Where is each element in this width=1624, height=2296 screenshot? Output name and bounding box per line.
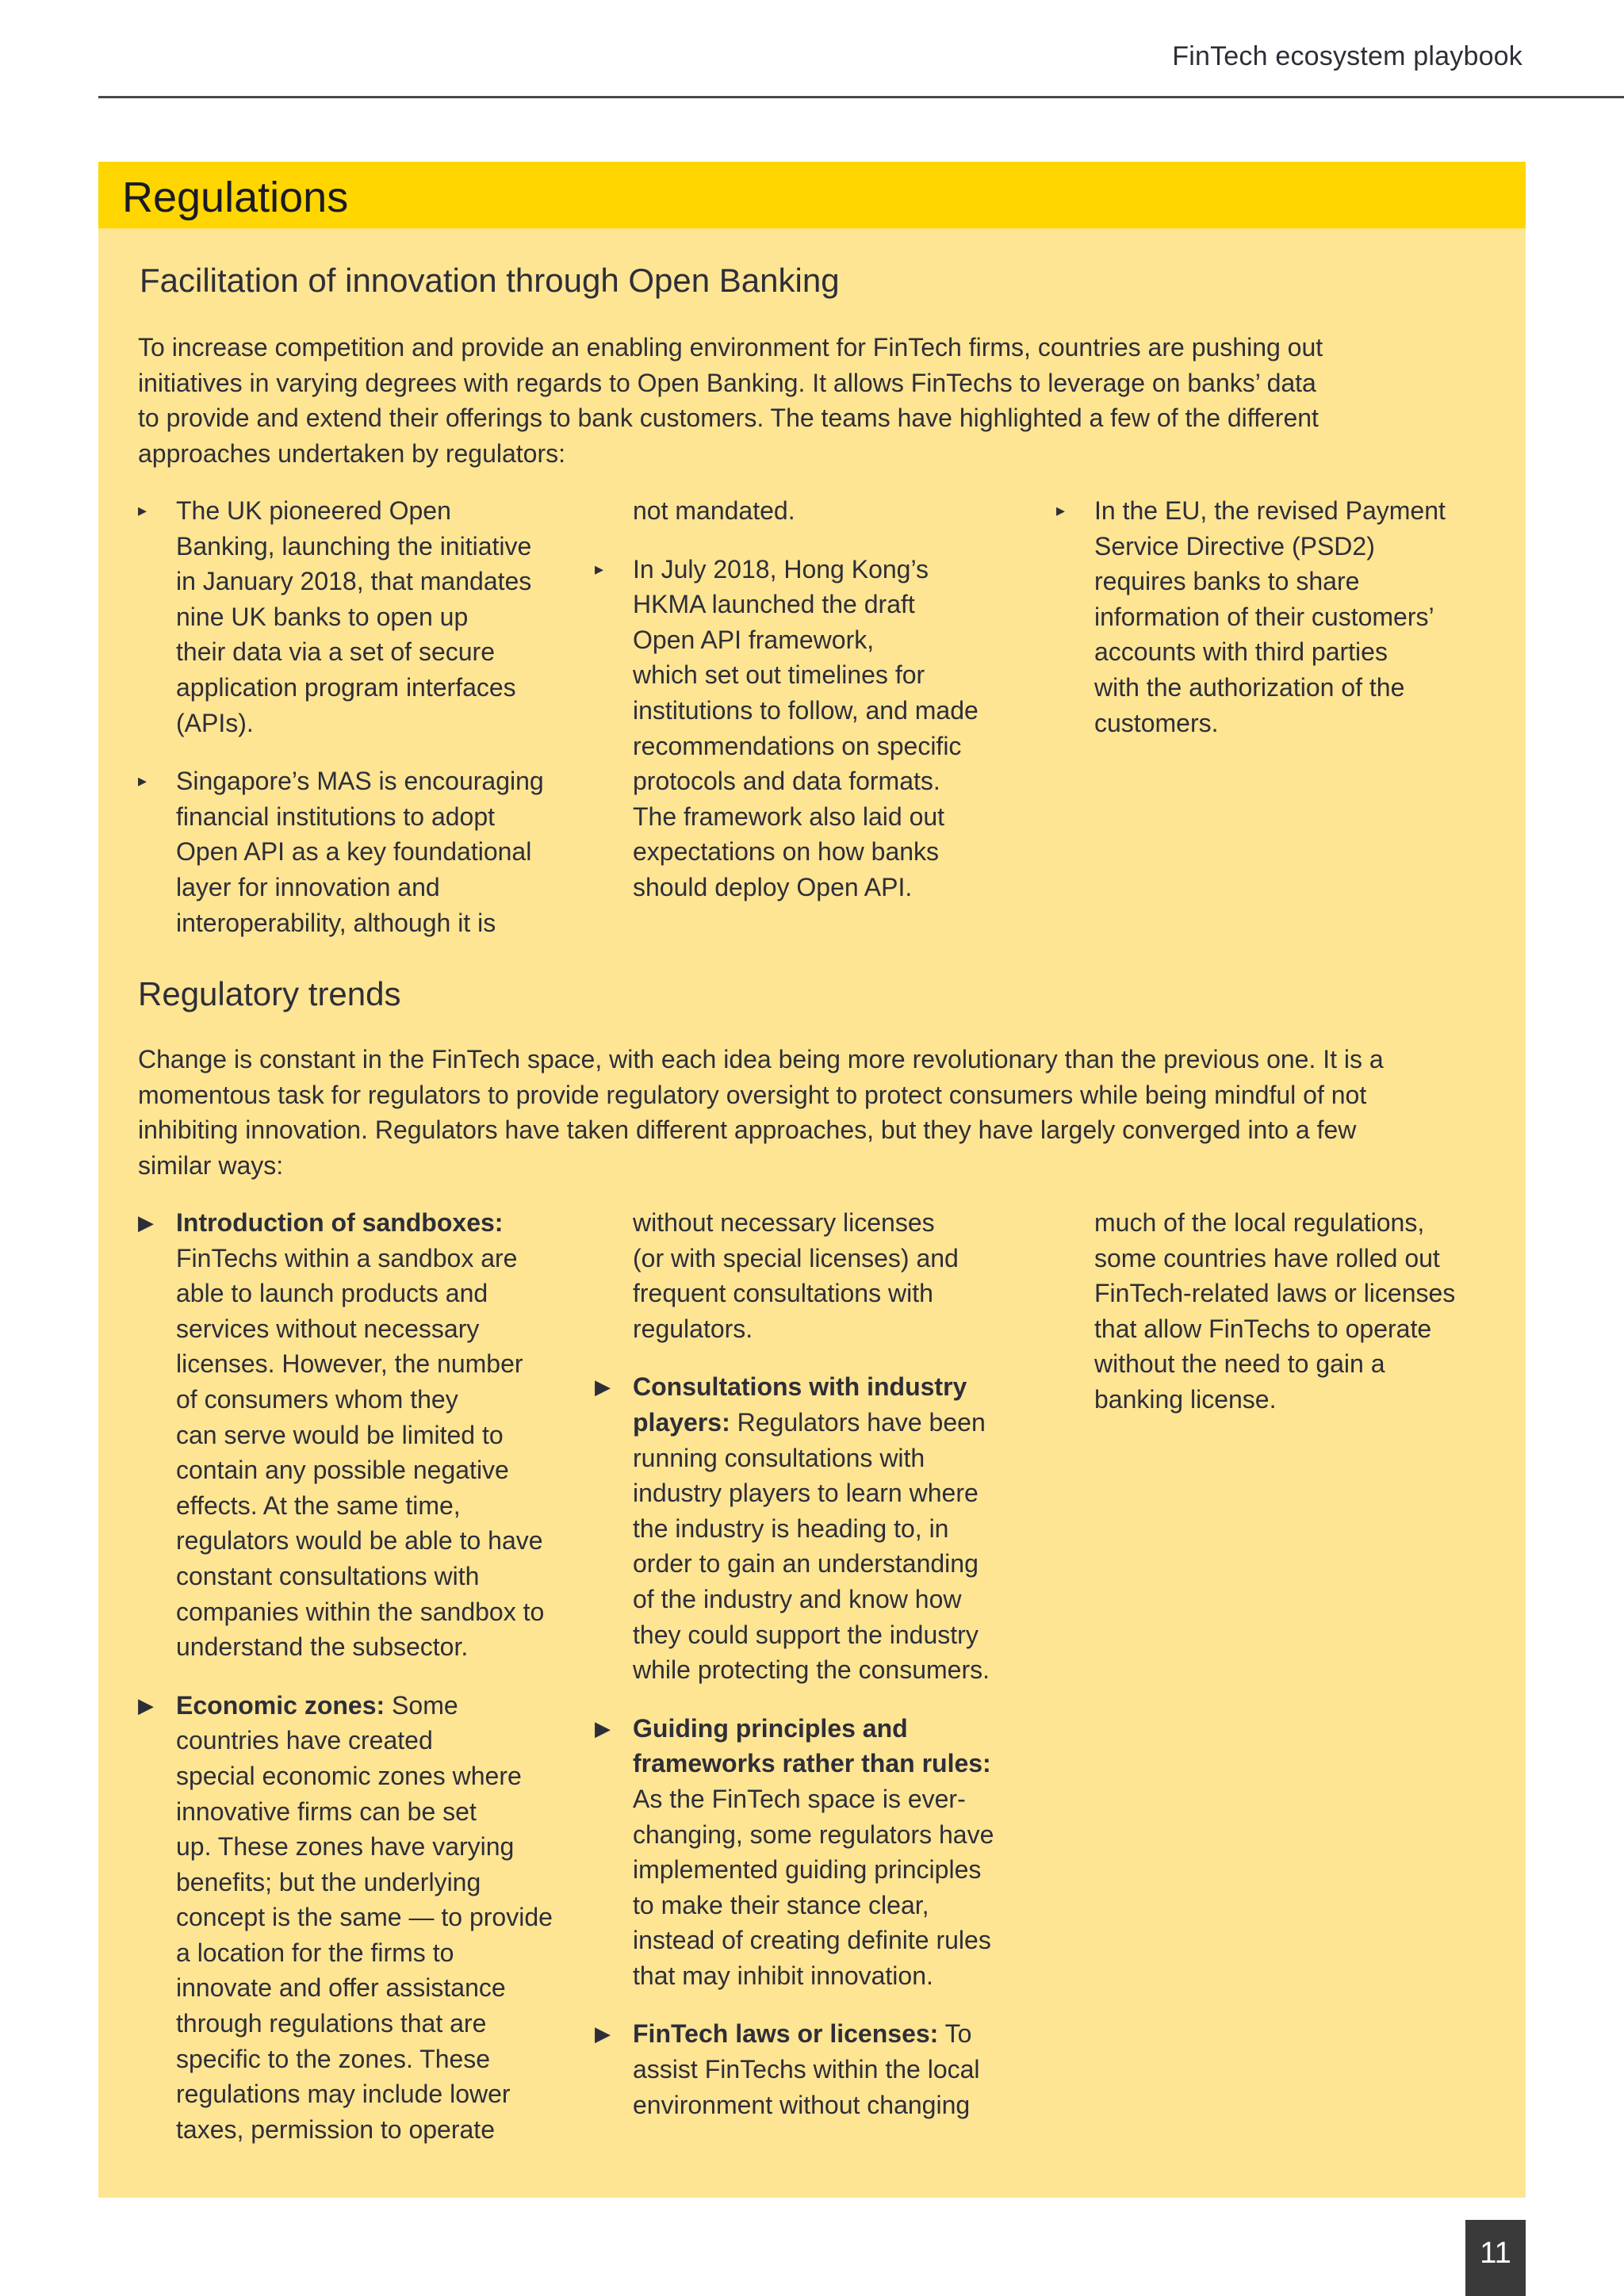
text-line: a location for the firms to	[176, 1938, 454, 1967]
text-line: expectations on how banks	[633, 837, 940, 867]
text-line	[633, 1405, 1039, 1441]
economic-zones-label: Economic zones:	[176, 1690, 385, 1720]
text-line	[633, 2016, 1039, 2052]
text-line: companies within the sandbox to	[176, 1597, 545, 1626]
text-line: Service Directive (PSD2)	[1094, 531, 1375, 561]
text-line: much of the local regulations,	[1094, 1208, 1425, 1237]
text-line: The framework also laid out	[633, 802, 945, 831]
text-line: of consumers whom they	[176, 1384, 458, 1414]
text-line: (or with special licenses) and	[633, 1243, 959, 1272]
text-line	[633, 1746, 1039, 1781]
text-line: requires banks to share	[1094, 567, 1360, 596]
text-line: FinTech-related laws or licenses	[1094, 1279, 1456, 1308]
text-line: application program interfaces	[176, 672, 516, 702]
text-line: regulations may include lower	[176, 2080, 511, 2109]
text-line: taxes, permission to operate	[176, 2114, 495, 2144]
list-item-sandboxes	[138, 1205, 582, 1665]
text-line	[176, 1688, 582, 1724]
bullet-icon: ▶	[595, 1375, 611, 1399]
text-line: effects. At the same time,	[176, 1490, 461, 1520]
open-banking-column-2	[595, 493, 1039, 928]
text-line: regulators.	[633, 1314, 753, 1343]
text-line: in January 2018, that mandates	[176, 567, 532, 596]
text-line: that allow FinTechs to operate	[1094, 1314, 1432, 1343]
text-line: information of their customers’	[1094, 602, 1434, 631]
text-line: financial institutions to adopt	[176, 802, 496, 831]
text-line: FinTechs within a sandbox are	[176, 1243, 518, 1272]
text-line: they could support the industry	[633, 1620, 979, 1649]
text-line: (APIs).	[176, 708, 254, 737]
text-line	[633, 1711, 1039, 1747]
intro-line: approaches undertaken by regulators:	[138, 438, 566, 468]
text-line	[633, 1369, 1039, 1405]
text-line: In July 2018, Hong Kong’s	[633, 554, 929, 584]
text-line: institutions to follow, and made	[633, 695, 979, 725]
bullet-icon: ▸	[1056, 500, 1066, 520]
text-line: protocols and data formats.	[633, 767, 940, 796]
text-line: The UK pioneered Open	[176, 496, 451, 525]
header-divider	[98, 96, 1624, 98]
intro-line: Change is constant in the FinTech space, with each idea being more revolutionary than the previous one. It is a	[138, 1045, 1384, 1073]
text-line: Banking, launching the initiative	[176, 531, 532, 561]
text-line: without necessary licenses	[633, 1208, 935, 1237]
text-line: banking license.	[1094, 1384, 1277, 1414]
text-line: changing, some regulators have	[633, 1820, 994, 1849]
list-item-eu	[1056, 493, 1500, 740]
sandboxes-label: Introduction of sandboxes:	[176, 1208, 504, 1237]
open-banking-heading: Facilitation of innovation through Open Banking	[140, 262, 840, 299]
guiding-principles-label: Guiding principles and	[633, 1713, 908, 1743]
text-line: assist FinTechs within the local	[633, 2055, 980, 2084]
bullet-icon: ▶	[138, 1693, 154, 1717]
open-banking-intro	[138, 330, 1486, 471]
intro-line: momentous task for regulators to provide regulatory oversight to protect consumers while being mindful of not	[138, 1080, 1367, 1109]
text-line: Singapore’s MAS is encouraging	[176, 767, 544, 796]
text-line: As the FinTech space is ever-	[633, 1784, 966, 1813]
section-banner	[98, 162, 1526, 228]
text-line: accounts with third parties	[1094, 637, 1388, 667]
intro-line: to provide and extend their offerings to bank customers. The teams have highlighted a few of the different	[138, 404, 1319, 433]
text-line: which set out timelines for	[633, 660, 925, 690]
text-line: environment without changing	[633, 2090, 971, 2119]
text-line: customers.	[1094, 708, 1219, 737]
page-title: Regulations	[122, 174, 349, 221]
bullet-icon: ▸	[138, 500, 147, 520]
text-line: special economic zones where	[176, 1761, 522, 1790]
list-item-economic-zones	[138, 1688, 582, 2148]
open-banking-column-1	[138, 493, 582, 963]
bullet-icon: ▶	[595, 1716, 611, 1740]
text-line: recommendations on specific	[633, 731, 962, 760]
list-item-hong-kong	[595, 552, 1039, 905]
text-line: while protecting the consumers.	[633, 1655, 990, 1685]
regulatory-trends-intro	[138, 1042, 1486, 1183]
fintech-laws-label: FinTech laws or licenses:	[633, 2019, 939, 2049]
text-line: specific to the zones. These	[176, 2044, 491, 2073]
regulatory-trends-column-3	[1056, 1205, 1500, 1441]
text-line: licenses. However, the number	[176, 1349, 523, 1379]
text-span: Some	[385, 1690, 458, 1720]
text-line: In the EU, the revised Payment	[1094, 496, 1446, 525]
regulations-panel	[98, 162, 1526, 2198]
intro-line: initiatives in varying degrees with regards to Open Banking. It allows FinTechs to leverage on banks’ data	[138, 368, 1316, 397]
intro-line: similar ways:	[138, 1150, 284, 1180]
text-line: concept is the same — to provide	[176, 1903, 553, 1932]
text-line: HKMA launched the draft	[633, 590, 915, 619]
bullet-icon: ▶	[595, 2022, 611, 2046]
text-line: innovate and offer assistance	[176, 1973, 506, 2003]
text-line: regulators would be able to have	[176, 1526, 543, 1556]
list-item-continuation	[595, 493, 1039, 529]
guiding-principles-label: frameworks rather than rules:	[633, 1749, 991, 1778]
open-banking-column-3	[1056, 493, 1500, 763]
text-line	[176, 1205, 582, 1241]
text-line: some countries have rolled out	[1094, 1243, 1440, 1272]
text-line: should deploy Open API.	[633, 872, 913, 901]
consultations-label: Consultations with industry	[633, 1372, 967, 1402]
regulatory-trends-column-2	[595, 1205, 1039, 2145]
text-line: Open API framework,	[633, 625, 875, 654]
list-item-singapore	[138, 763, 582, 940]
page-number: 11	[1465, 2220, 1526, 2296]
text-line: can serve would be limited to	[176, 1420, 504, 1449]
list-item-fintech-laws	[595, 2016, 1039, 2122]
regulatory-trends-column-1	[138, 1205, 582, 2170]
list-item-guiding-principles	[595, 1711, 1039, 1994]
bullet-icon: ▸	[595, 558, 604, 579]
regulatory-trends-heading: Regulatory trends	[138, 975, 401, 1012]
text-line: nine UK banks to open up	[176, 602, 469, 631]
text-line: to make their stance clear,	[633, 1890, 929, 1919]
text-line: their data via a set of secure	[176, 637, 495, 667]
text-line: benefits; but the underlying	[176, 1867, 481, 1896]
text-line: innovative firms can be set	[176, 1797, 477, 1826]
text-line: not mandated.	[633, 496, 795, 525]
text-line: through regulations that are	[176, 2009, 487, 2038]
text-line: layer for innovation and	[176, 872, 440, 901]
text-line: the industry is heading to, in	[633, 1513, 949, 1543]
list-item-consultations	[595, 1369, 1039, 1687]
text-line: Open API as a key foundational	[176, 837, 532, 867]
list-item-uk	[138, 493, 582, 740]
text-line: that may inhibit innovation.	[633, 1961, 933, 1990]
text-span: Regulators have been	[730, 1407, 986, 1437]
intro-line: inhibiting innovation. Regulators have taken different approaches, but they have largely converged into a few	[138, 1115, 1357, 1145]
text-line: up. These zones have varying	[176, 1832, 515, 1862]
text-line: frequent consultations with	[633, 1279, 933, 1308]
text-line: with the authorization of the	[1094, 672, 1405, 702]
bullet-icon: ▶	[138, 1211, 154, 1234]
text-line: of the industry and know how	[633, 1584, 962, 1613]
text-line: without the need to gain a	[1094, 1349, 1385, 1379]
text-line: understand the subsector.	[176, 1632, 469, 1662]
text-line: order to gain an understanding	[633, 1549, 979, 1578]
list-item-continuation	[1056, 1205, 1500, 1418]
text-line: interoperability, although it is	[176, 908, 496, 937]
text-line: running consultations with	[633, 1443, 925, 1472]
text-line: contain any possible negative	[176, 1456, 509, 1485]
intro-line: To increase competition and provide an enabling environment for FinTech firms, countries are pushing out	[138, 333, 1323, 362]
bullet-icon: ▸	[138, 771, 147, 791]
list-item-continuation	[595, 1205, 1039, 1346]
text-line: countries have created	[176, 1726, 433, 1755]
running-header: FinTech ecosystem playbook	[1172, 41, 1522, 71]
consultations-label: players:	[633, 1407, 730, 1437]
text-span: To	[938, 2019, 972, 2049]
text-line: services without necessary	[176, 1314, 480, 1343]
text-line: implemented guiding principles	[633, 1855, 982, 1885]
text-line: able to launch products and	[176, 1279, 488, 1308]
text-line: constant consultations with	[176, 1561, 480, 1590]
text-line: instead of creating definite rules	[633, 1926, 991, 1955]
text-line: industry players to learn where	[633, 1479, 979, 1508]
